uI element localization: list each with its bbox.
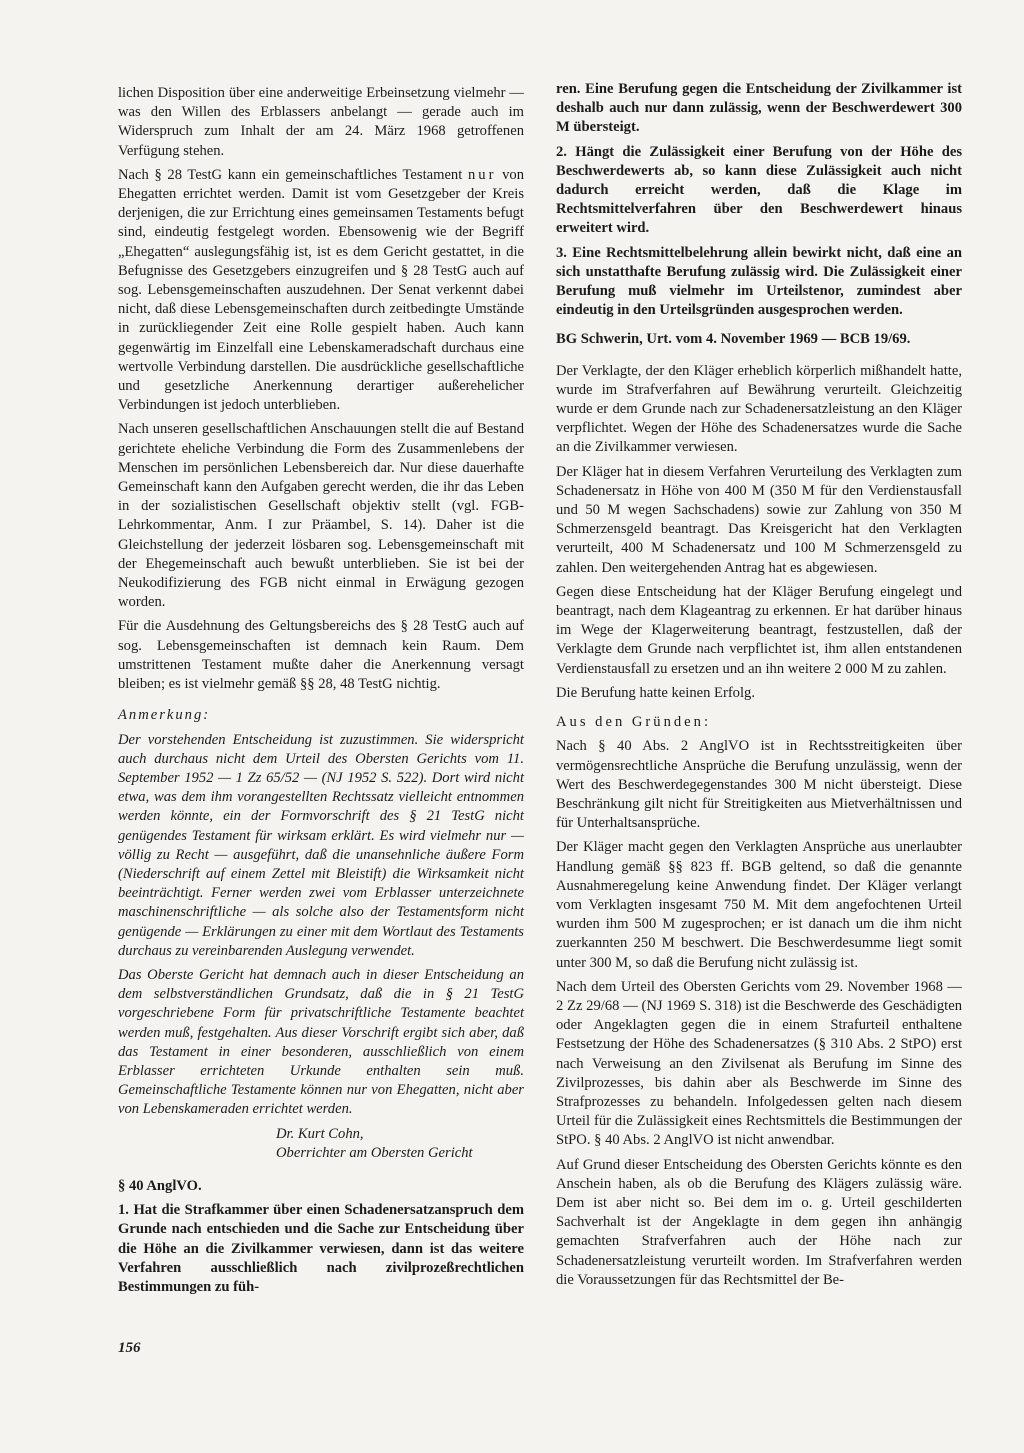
right-paragraph: Der Kläger macht gegen den Verklagten Ansprüche aus unerlaubter Handlung gemäß §§ 823 ff. BGB geltend, so daß die genannte Ausnahmeregelung keine Anwendung findet. Der Kläger verlangt vom Verklagten insgesamt 750 M. Mit dem angefochtenen Urteil wurden ihm 500 M zugesprochen; er ist danach um die ihm nicht zuerkannten 250 M beschwert. Die Beschwerdesumme liegt somit unter 300 M, so daß die Berufung nicht zulässig ist. <box>556 839 962 971</box>
page-number: 156 <box>118 1340 141 1356</box>
left-paragraph: lichen Disposition über eine anderweitige Erbeinsetzung vielmehr — was den Willen des Erblassers anbelangt — gerade auch im Widerspruch zum Inhalt der am 24. März 1968 getroffenen Verfügung stehen. <box>118 85 524 159</box>
right-paragraph: Nach dem Urteil des Obersten Gerichts vom 29. November 1968 — 2 Zz 29/68 — (NJ 1969 S. 318) ist die Beschwerde des Geschädigten oder Angeklagten gegen die in einem Strafurteil enthaltene Festsetzung der Höhe des Schadenersatzes (§ 310 Abs. 2 StPO) erst nach Verweisung an den Zivilsenat als Berufung im Sinne des Zivilprozesses, bis dahin aber als Beschwerde im Sinne des Strafprozesses zu behandeln. Infolgedessen gelten nach diesem Urteil für die Zulässigkeit eines Rechtsmittels die Bestimmungen der StPO. § 40 Abs. 2 AnglVO ist nicht anwendbar. <box>556 978 962 1149</box>
left-paragraph: Das Oberste Gericht hat demnach auch in dieser Entscheidung an dem selbstverständlichen Grundsatz, daß die in § 21 TestG vorgeschriebene Form für privatschriftliche Testamente beachtet werden muß, festgehalten. Aus dieser Vorschrift ergibt sich aber, daß das Testament in einer besonderen, ausschließlich von einem Erblasser errichteten Urkunde enthalten sein muß. Gemeinschaftliche Testamente können nur von Ehegatten, nicht aber von Lebenskameraden errichtet werden. <box>118 966 524 1118</box>
right-paragraph: Die Berufung hatte keinen Erfolg. <box>556 684 755 701</box>
right-paragraph: Aus den Gründen: <box>556 714 712 731</box>
right-paragraph: Nach § 40 Abs. 2 AnglVO ist in Rechtsstreitigkeiten über vermögensrechtliche Ansprüche die Berufung unzulässig, wenn der Wert des Beschwerdegegenstandes 300 M nicht übersteigt. Diese Beschränkung gilt nicht für Streitigkeiten aus Mietverhältnissen und für Unterhaltsansprüche. <box>556 738 962 832</box>
left-paragraph: Anmerkung: <box>118 707 211 724</box>
left-paragraph: Nach unseren gesellschaftlichen Anschauungen stellt die auf Bestand gerichtete eheliche Verbindung die Form des Zusammenlebens der Menschen im persönlichen Lebensbereich dar. Nur diese dauerhafte Gemeinschaft kann den Aufgaben gerecht werden, die ihr das Leben in der sozialistischen Gesellschaft objektiv stellt (vgl. FGB-Lehrkommentar, Anm. I zur Präambel, S. 14). Daher ist die Gleichstellung der jederzeit lösbaren sog. Lebensgemeinschaft mit der Ehegemeinschaft auch bewußt unterblieben. Sie ist bei der Neukodifizierung des FGB nicht einmal in Erwägung gezogen worden. <box>118 421 524 611</box>
right-paragraph: ren. Eine Berufung gegen die Entscheidung der Zivilkammer ist deshalb auch nur dann zulässig, wenn der Beschwerdewert 300 M übersteigt. <box>556 81 962 136</box>
right-paragraph: Der Verklagte, der den Kläger erheblich körperlich mißhandelt hatte, wurde im Strafverfahren auf Bewährung verurteilt. Gleichzeitig wurde er dem Grunde nach zur Schadenersatzleistung an den Kläger verpflichtet. Wegen der Höhe des Schadenersatzes wurde die Sache an die Zivilkammer verwiesen. <box>556 362 962 456</box>
right-paragraph: 3. Eine Rechtsmittelbelehrung allein bewirkt nicht, daß eine an sich unstatthafte Berufung zulässig wird. Die Zulässigkeit einer Berufung muß vielmehr im Urteilstenor, zumindest aber eindeutig in den Urteilsgründen ausgesprochen werden. <box>556 244 962 319</box>
right-paragraph: 2. Hängt die Zulässigkeit einer Berufung von der Höhe des Beschwerdewerts ab, so kann diese Zulässigkeit auch nicht dadurch erreicht werden, daß die Klage im Rechtsmittelverfahren über den Beschwerdewert hinaus erweitert wird. <box>556 143 962 237</box>
left-paragraph: Nach § 28 TestG kann ein gemeinschaftliches Testament nur von Ehegatten errichtet werden. Damit ist vom Gesetzgeber der Kreis derjenigen, die zur Errichtung eines gemeinsamen Testaments befugt sind, eindeutig festgelegt worden. Ebensowenig wie der Begriff „Ehegatten“ auslegungsfähig ist, ist es dem Gericht gestattet, in die Befugnisse des Gesetzgebers einzugreifen und § 28 TestG auch auf sog. Lebensgemeinschaften auszudehnen. Der Senat verkennt dabei nicht, daß diese Lebensgemeinschaften durch zeitbedingte Umstände in zurückliegender Zeit eine Rolle gespielt haben. Auch kann gegenwärtig im Einzelfall eine Lebenskameradschaft durchaus eine wertvolle Verbindung darstellen. Die ausdrückliche gesellschaftliche und gesetzliche Anerkennung derartiger außerehelicher Verbindungen ist jedoch unterblieben. <box>118 166 524 414</box>
right-paragraph: Auf Grund dieser Entscheidung des Obersten Gerichts könnte es den Anschein haben, als ob die Berufung des Klägers zulässig wäre. Dem ist aber nicht so. Bei dem im o. g. Urteil geschilderten Sachverhalt ist der Angeklagte in dem gegen ihn anhängig gemachten Strafverfahren auch der Höhe nach zur Schadenersatzleistung verurteilt worden. Im Strafverfahren werden die Voraussetzungen für das Rechtsmittel der Be- <box>556 1156 962 1288</box>
left-column <box>118 84 524 1302</box>
right-paragraph: Der Kläger hat in diesem Verfahren Verurteilung des Verklagten zum Schadenersatz in Höhe von 400 M (350 M für den Verdienstausfall und 50 M wegen Sachschadens) sowie zur Zahlung von 350 M Schmerzensgeld beantragt. Das Kreisgericht hat den Verklagten verurteilt, 400 M Schadenersatz und 100 M Schmerzensgeld zu zahlen. Den weitergehenden Antrag hat es abgewiesen. <box>556 463 962 576</box>
right-column <box>556 80 962 1295</box>
left-paragraph: 1. Hat die Strafkammer über einen Schadenersatzanspruch dem Grunde nach entschieden und die Sache zur Entscheidung über die Höhe an die Zivilkammer verwiesen, dann ist das weitere Verfahren ausschließlich nach zivilprozeßrechtlichen Bestimmungen zu füh- <box>118 1202 524 1295</box>
left-paragraph: Der vorstehenden Entscheidung ist zuzustimmen. Sie widerspricht auch durchaus nicht dem Urteil des Obersten Gerichts vom 11. September 1952 — 1 Zz 65/52 — (NJ 1952 S. 522). Dort wird nicht etwa, was dem ihm vorangestellten Rechtssatz vielleicht entnommen werden könnte, ein der Formvorschrift des § 21 TestG nicht genügendes Testament für wirksam erklärt. Es wird vielmehr nur — völlig zu Recht — ausgeführt, daß die unansehnliche äußere Form (Niederschrift auf einem Zettel mit Bleistift) die Wirksamkeit nicht beeinträchtigt. Ferner werden zwei vom Erblasser unterzeichnete maschinenschriftliche — als solche also der Testamentsform nicht genügende — Erklärungen zu einer mit dem Wortlaut des Testaments durchaus zu vereinbarenden Auslegung verwendet. <box>118 731 524 959</box>
left-paragraph: Dr. Kurt Cohn, <box>276 1125 364 1142</box>
right-paragraph: Gegen diese Entscheidung hat der Kläger Berufung eingelegt und beantragt, nach dem Klageantrag zu erkennen. Er hat darüber hinaus im Wege der Klagerweiterung beantragt, festzustellen, daß der Verklagte dem Grunde nach verpflichtet ist, ihm allen entstandenen Verdienstausfall zu ersetzen und an ihn weitere 2 000 M zu zahlen. <box>556 583 962 677</box>
left-paragraph: Für die Ausdehnung des Geltungsbereichs des § 28 TestG auch auf sog. Lebensgemeinschaften ist demnach kein Raum. Dem umstrittenen Testament mußte daher die Anerkennung versagt bleiben; es ist vielmehr gemäß §§ 28, 48 TestG nichtig. <box>118 618 524 693</box>
left-paragraph: Oberrichter am Obersten Gericht <box>276 1144 473 1161</box>
right-paragraph: BG Schwerin, Urt. vom 4. November 1969 — BCB 19/69. <box>556 331 911 348</box>
left-paragraph: § 40 AnglVO. <box>118 1177 202 1194</box>
